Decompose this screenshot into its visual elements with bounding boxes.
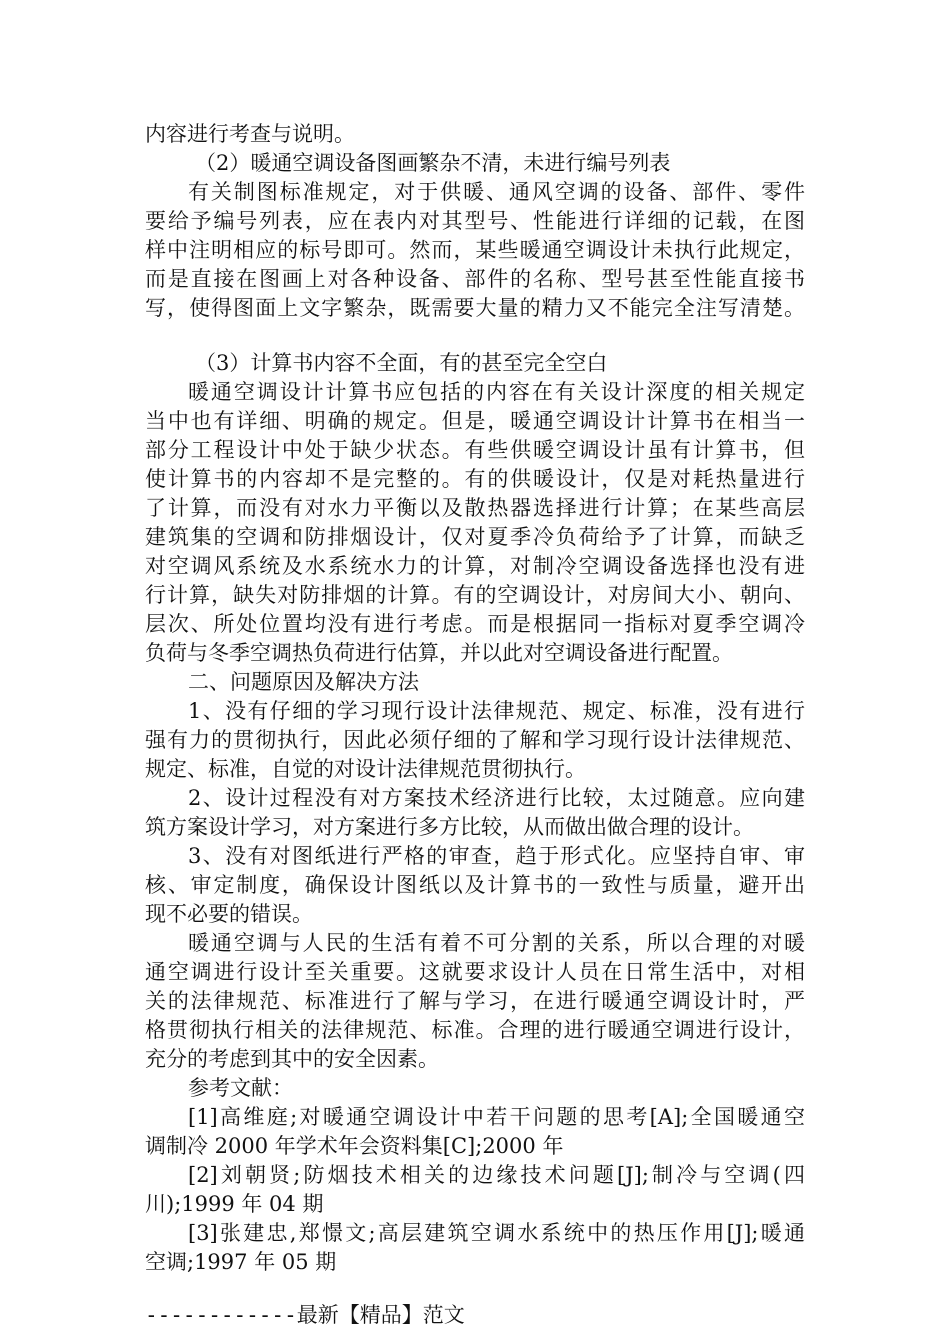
text-line: 关的法律规范、标准进行了解与学习，在进行暖通空调设计时，严: [145, 989, 805, 1013]
text-line: 3、没有对图纸进行严格的审查，趋于形式化。应坚持自审、审: [188, 844, 805, 868]
footer-text: 最新【精品】范文: [296, 1303, 465, 1327]
text-line: 充分的考虑到其中的安全因素。: [145, 1047, 439, 1071]
reference-item: 空调;1997 年 05 期: [145, 1250, 337, 1274]
section-heading: （2）暖通空调设备图画繁杂不清，未进行编号列表: [195, 151, 671, 175]
text-line: 现不必要的错误。: [145, 902, 313, 926]
text-line: 部分工程设计中处于缺少状态。有些供暖空调设计虽有计算书，但: [145, 438, 805, 462]
section-heading: （3）计算书内容不全面，有的甚至完全空白: [195, 351, 608, 375]
section-heading: 二、问题原因及解决方法: [188, 670, 419, 694]
reference-item: 川);1999 年 04 期: [145, 1192, 324, 1216]
text-line: 建筑集的空调和防排烟设计，仅对夏季冷负荷给予了计算，而缺乏: [145, 525, 805, 549]
text-line: 内容进行考查与说明。: [145, 122, 355, 146]
text-line: 负荷与冬季空调热负荷进行估算，并以此对空调设备进行配置。: [145, 641, 733, 665]
references-heading: 参考文献：: [188, 1076, 293, 1100]
text-line: 暖通空调与人民的生活有着不可分割的关系，所以合理的对暖: [188, 931, 805, 955]
text-line: 层次、所处位置均没有进行考虑。而是根据同一指标对夏季空调冷: [145, 612, 805, 636]
text-line: 而是直接在图画上对各种设备、部件的名称、型号甚至性能直接书: [145, 267, 805, 291]
footer: [145, 1300, 465, 1330]
reference-item: [1]高维庭;对暖通空调设计中若干问题的思考[A];全国暖通空: [188, 1105, 805, 1129]
text-line: 当中也有详细、明确的规定。但是，暖通空调设计计算书在相当一: [145, 409, 805, 433]
text-line: 通空调进行设计至关重要。这就要求设计人员在日常生活中，对相: [145, 960, 805, 984]
text-line: 格贯彻执行相关的法律规范、标准。合理的进行暖通空调进行设计，: [145, 1018, 805, 1042]
text-line: 写，使得图面上文字繁杂，既需要大量的精力又不能完全注写清楚。: [145, 296, 805, 320]
text-line: 2、设计过程没有对方案技术经济进行比较，太过随意。应向建: [188, 786, 805, 810]
text-line: 样中注明相应的标号即可。然而，某些暖通空调设计未执行此规定，: [145, 238, 805, 262]
text-line: 要给予编号列表，应在表内对其型号、性能进行详细的记载，在图: [145, 209, 805, 233]
footer-dashes: ------------: [145, 1303, 297, 1327]
text-line: 规定、标准，自觉的对设计法律规范贯彻执行。: [145, 757, 586, 781]
text-line: 了计算，而没有对水力平衡以及散热器选择进行计算；在某些高层: [145, 496, 805, 520]
text-line: 强有力的贯彻执行，因此必须仔细的了解和学习现行设计法律规范、: [145, 728, 805, 752]
text-line: 有关制图标准规定，对于供暖、通风空调的设备、部件、零件: [188, 180, 805, 204]
text-line: 行计算，缺失对防排烟的计算。有的空调设计，对房间大小、朝向、: [145, 583, 805, 607]
text-line: 对空调风系统及水系统水力的计算，对制冷空调设备选择也没有进: [145, 554, 805, 578]
text-line: 暖通空调设计计算书应包括的内容在有关设计深度的相关规定: [188, 380, 805, 404]
reference-item: [3]张建忠,郑憬文;高层建筑空调水系统中的热压作用[J];暖通: [188, 1221, 805, 1245]
text-line: 1、没有仔细的学习现行设计法律规范、规定、标准，没有进行: [188, 699, 805, 723]
reference-item: [2]刘朝贤;防烟技术相关的边缘技术问题[J];制冷与空调(四: [188, 1163, 805, 1187]
text-line: 使计算书的内容却不是完整的。有的供暖设计，仅是对耗热量进行: [145, 467, 805, 491]
text-line: 筑方案设计学习，对方案进行多方比较，从而做出做合理的设计。: [145, 815, 754, 839]
reference-item: 调制冷 2000 年学术年会资料集[C];2000 年: [145, 1134, 564, 1158]
text-line: 核、审定制度，确保设计图纸以及计算书的一致性与质量，避开出: [145, 873, 805, 897]
